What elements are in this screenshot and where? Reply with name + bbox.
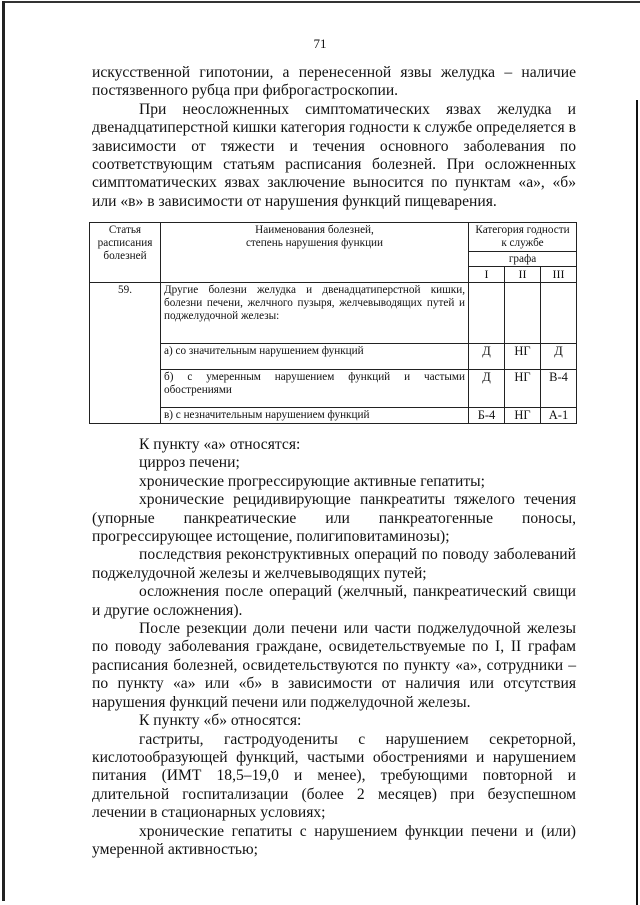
- list-item: хронические прогрессирующие активные гепатиты;: [139, 472, 485, 490]
- scan-border-top: [2, 1, 640, 3]
- header-column-group: графа: [469, 251, 577, 267]
- row-a-col-1: Д: [469, 343, 505, 370]
- row-a-col-3: Д: [541, 343, 577, 370]
- row-c-col-3: А-1: [541, 407, 577, 423]
- article-description: Другие болезни желудка и двенадцатиперстной кишки, болезни печени, желчного пузыря, желчевыводящих путей и поджелудочной железы:: [161, 283, 469, 343]
- header-col-1: I: [469, 267, 505, 283]
- table-header-row: [90, 223, 577, 252]
- row-label-b: б) с умеренным нарушением функций и частыми обострениями: [161, 370, 469, 408]
- scan-border-right: [636, 100, 638, 905]
- continuation-paragraph: искусственной гипотонии, а перенесенной язвы желудка – наличие постязвенного рубца при фиброгастроскопии.: [92, 64, 576, 100]
- header-disease-name-line1: Наименования болезней,: [255, 224, 374, 236]
- list-item: цирроз печени;: [139, 454, 240, 472]
- table-row: [90, 343, 577, 370]
- point-b-heading: К пункту «б» относятся:: [139, 712, 302, 730]
- explanations-section: [92, 436, 576, 859]
- intro-section: [92, 64, 576, 211]
- row-a-col-2: НГ: [505, 343, 541, 370]
- point-a-heading: К пункту «а» относятся:: [139, 436, 301, 453]
- header-article: Статья расписания болезней: [90, 223, 161, 283]
- row-b-col-2: НГ: [505, 370, 541, 408]
- list-item: хронические гепатиты с нарушением функции печени и (или) умеренной активностью;: [92, 822, 576, 858]
- header-disease-name: [161, 223, 469, 283]
- page-number: 71: [313, 36, 327, 51]
- list-item: осложнения после операций (желчный, панкреатический свищи и другие осложнения).: [92, 583, 576, 619]
- list-item: последствия реконструктивных операций по поводу заболеваний поджелудочной железы и желчевыводящих путей;: [92, 546, 576, 582]
- row-label-a: а) со значительным нарушением функций: [161, 343, 469, 370]
- list-item: гастриты, гастродуодениты с нарушением секреторной, кислотообразующей функций, частыми обострениями и нарушением питания (ИМТ 18,5–19,0 и менее), требующими повторной и длительной госпитализации (более 2 месяцев) при безуспешном лечении в стационарных условиях;: [92, 730, 576, 822]
- table-row: [90, 370, 577, 408]
- row-c-col-1: Б-4: [469, 407, 505, 423]
- header-category: Категория годности к службе: [469, 223, 577, 252]
- row-b-col-3: В-4: [541, 370, 577, 408]
- resection-paragraph: После резекции доли печени или части поджелудочной железы по поводу заболевания граждане, освидетельствуемые по I, II графам расписания болезней, освидетельствуются по пункту «а», сотрудники – по пункту «а» или «б» в зависимости от наличия или отсутствия нарушения функций печени или поджелудочной железы.: [92, 620, 576, 711]
- header-disease-name-line2: степень нарушения функции: [245, 236, 384, 249]
- table-row: [90, 407, 577, 423]
- disease-schedule-table: [89, 222, 577, 424]
- header-col-3: III: [541, 267, 577, 283]
- header-col-2: II: [505, 267, 541, 283]
- symptomatic-ulcer-paragraph: При неосложненных симптоматических язвах желудка и двенадцатиперстной кишки категория годности к службе определяется в зависимости от тяжести и течения основного заболевания по соответствующим статьям расписания болезней. При осложненных симптоматических язвах заключение выносится по пунктам «а», «б» или «в» в зависимости от нарушения функций пищеварения.: [92, 100, 576, 210]
- table-row-description: [90, 283, 577, 343]
- row-label-c: в) с незначительным нарушением функций: [161, 407, 469, 423]
- list-item: хронические рецидивирующие панкреатиты тяжелого течения (упорные панкреатические или панкреатогенные поносы, прогрессирующее истощение, полигиповитаминозы);: [92, 491, 576, 546]
- row-b-col-1: Д: [469, 370, 505, 408]
- scan-border-left: [2, 1, 5, 901]
- article-number: 59.: [90, 283, 161, 424]
- row-c-col-2: НГ: [505, 407, 541, 423]
